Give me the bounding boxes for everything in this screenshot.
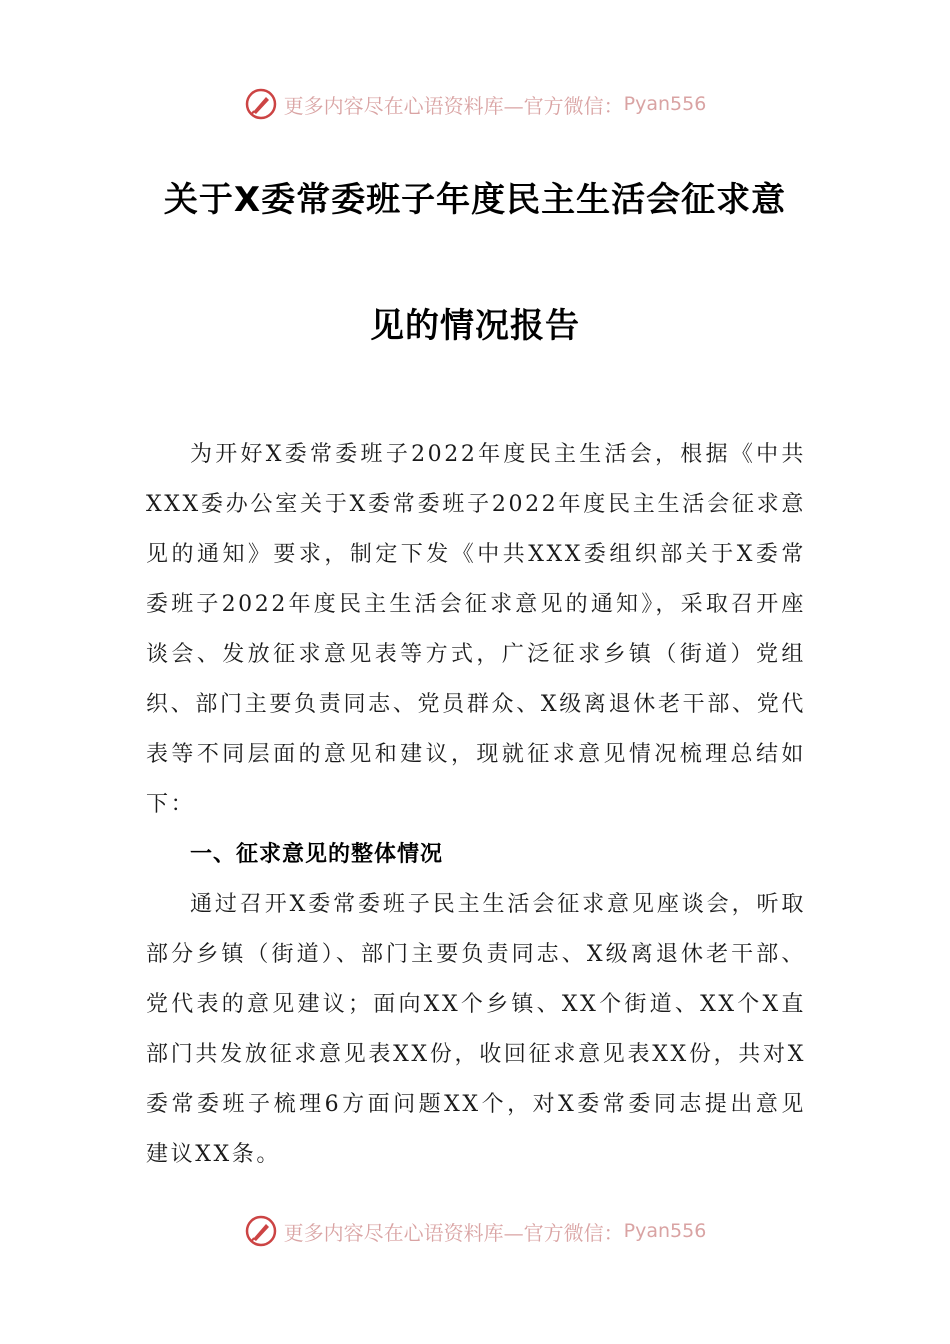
- section-1-paragraph: 通过召开X委常委班子民主生活会征求意见座谈会，听取部分乡镇（街道）、部门主要负责同志、X级离退休老干部、党代表的意见建议；面向XX个乡镇、XX个街道、XX个X直部门共发放征求意见表XX份，收回征求意见表XX份，共对X委常委班子梳理6方面问题XX个，对X委常委同志提出意见建议XX条。: [146, 892, 806, 1167]
- watermark-text: 更多内容尽在心语资料库—官方微信：: [283, 93, 624, 118]
- watermark-header: [0, 86, 950, 122]
- watermark-footer: [0, 1213, 950, 1249]
- section-heading-1: 一、征求意见的整体情况: [190, 842, 444, 867]
- document-title-line-1: 关于X委常委班子年度民主生活会征求意: [163, 180, 787, 220]
- watermark-text: 更多内容尽在心语资料库—官方微信：: [283, 1220, 624, 1245]
- document-title-line-2: 见的情况报告: [370, 306, 580, 346]
- watermark-wechat-id: Pyan556: [623, 93, 707, 115]
- intro-paragraph: 为开好X委常委班子2022年度民主生活会，根据《中共XXX委办公室关于X委常委班子2022年度民主生活会征求意见的通知》要求，制定下发《中共XXX委组织部关于X委常委班子2022年度民主生活会征求意见的通知》，采取召开座谈会、发放征求意见表等方式，广泛征求乡镇（街道）党组织、部门主要负责同志、党员群众、X级离退休老干部、党代表等不同层面的意见和建议，现就征求意见情况梳理总结如下：: [146, 442, 806, 817]
- pen-logo-icon: [244, 87, 278, 121]
- watermark-wechat-id: Pyan556: [623, 1220, 707, 1242]
- pen-logo-icon: [244, 1214, 278, 1248]
- document-body: [146, 430, 806, 1180]
